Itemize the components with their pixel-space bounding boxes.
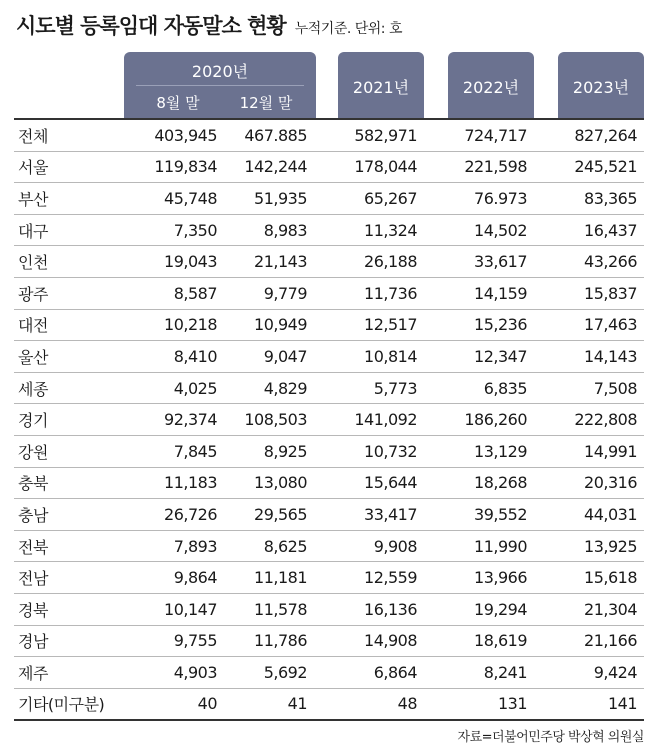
table-bottom-rule xyxy=(14,719,644,721)
table-row xyxy=(14,341,644,373)
value-cell-y2021: 65,267 xyxy=(314,183,424,215)
table-title xyxy=(16,10,402,40)
value-cell-aug2020: 7,893 xyxy=(120,530,224,562)
value-cell-y2023: 14,991 xyxy=(534,435,644,467)
region-cell: 부산 xyxy=(14,183,120,215)
value-cell-y2023: 15,837 xyxy=(534,277,644,309)
value-cell-dec2020: 5,692 xyxy=(224,657,314,689)
value-cell-y2022: 6,835 xyxy=(424,372,534,404)
table-row xyxy=(14,214,644,246)
header-aug-label: 8월 말 xyxy=(156,94,200,112)
value-cell-y2022: 18,619 xyxy=(424,625,534,657)
value-cell-y2021: 10,732 xyxy=(314,435,424,467)
region-cell: 대전 xyxy=(14,309,120,341)
value-cell-y2023: 17,463 xyxy=(534,309,644,341)
region-cell: 경기 xyxy=(14,404,120,436)
region-cell: 광주 xyxy=(14,277,120,309)
table-row xyxy=(14,688,644,719)
region-cell: 경북 xyxy=(14,593,120,625)
value-cell-y2021: 48 xyxy=(397,694,417,714)
table-row xyxy=(14,120,644,151)
value-cell-y2022: 14,502 xyxy=(424,214,534,246)
table-row xyxy=(14,309,644,341)
table-row xyxy=(14,467,644,499)
value-cell-y2023: 15,618 xyxy=(534,562,644,594)
value-cell-aug2020: 4,025 xyxy=(120,372,224,404)
value-cell-y2023: 44,031 xyxy=(534,499,644,531)
table-row xyxy=(14,562,644,594)
header-2023 xyxy=(558,52,644,118)
value-cell-y2023: 7,508 xyxy=(534,372,644,404)
region-cell: 세종 xyxy=(14,372,120,404)
value-cell-y2023: 21,304 xyxy=(534,593,644,625)
value-cell-dec2020: 108,503 xyxy=(224,404,314,436)
value-cell-y2021: 15,644 xyxy=(314,467,424,499)
value-cell-y2023: 141 xyxy=(607,694,637,714)
value-cell-y2022: 724,717 xyxy=(424,120,534,151)
value-cell-dec2020: 142,244 xyxy=(224,151,314,183)
region-cell: 경남 xyxy=(14,625,120,657)
value-cell-y2021: 16,136 xyxy=(314,593,424,625)
value-cell-y2023: 13,925 xyxy=(534,530,644,562)
table-row xyxy=(14,657,644,689)
value-cell-dec2020: 9,779 xyxy=(224,277,314,309)
value-cell-y2022: 13,966 xyxy=(424,562,534,594)
value-cell-y2021: 5,773 xyxy=(314,372,424,404)
value-cell-y2022: 76.973 xyxy=(424,183,534,215)
value-cell-y2023: 245,521 xyxy=(534,151,644,183)
value-cell-aug2020: 7,350 xyxy=(120,214,224,246)
value-cell-y2022: 12,347 xyxy=(424,341,534,373)
table-row xyxy=(14,404,644,436)
region-cell: 서울 xyxy=(14,151,120,183)
value-cell-y2021: 12,517 xyxy=(314,309,424,341)
region-cell: 제주 xyxy=(14,657,120,689)
region-cell: 충남 xyxy=(14,499,120,531)
value-cell-dec2020: 467.885 xyxy=(224,120,314,151)
header-2021 xyxy=(338,52,424,118)
value-cell-y2023: 827,264 xyxy=(534,120,644,151)
value-cell-y2022: 221,598 xyxy=(424,151,534,183)
value-cell-dec2020: 11,786 xyxy=(224,625,314,657)
value-cell-y2021: 141,092 xyxy=(314,404,424,436)
value-cell-aug2020: 11,183 xyxy=(120,467,224,499)
header-2020-group xyxy=(124,52,316,118)
value-cell-y2021: 9,908 xyxy=(314,530,424,562)
region-cell: 전체 xyxy=(14,120,120,151)
table-row xyxy=(14,246,644,278)
header-2020-divider xyxy=(136,85,304,86)
table-row xyxy=(14,593,644,625)
table-row xyxy=(14,151,644,183)
value-cell-aug2020: 19,043 xyxy=(120,246,224,278)
value-cell-y2021: 582,971 xyxy=(314,120,424,151)
value-cell-y2021: 26,188 xyxy=(314,246,424,278)
value-cell-aug2020: 9,755 xyxy=(120,625,224,657)
value-cell-y2022: 15,236 xyxy=(424,309,534,341)
value-cell-y2021: 11,736 xyxy=(314,277,424,309)
value-cell-aug2020: 45,748 xyxy=(120,183,224,215)
table-row xyxy=(14,277,644,309)
region-cell: 대구 xyxy=(14,214,120,246)
value-cell-dec2020: 11,578 xyxy=(224,593,314,625)
value-cell-y2021: 178,044 xyxy=(314,151,424,183)
region-cell: 강원 xyxy=(14,435,120,467)
value-cell-aug2020: 10,218 xyxy=(120,309,224,341)
value-cell-y2023: 222,808 xyxy=(534,404,644,436)
value-cell-dec2020: 8,925 xyxy=(224,435,314,467)
value-cell-dec2020: 8,625 xyxy=(224,530,314,562)
header-dec-label: 12월 말 xyxy=(239,94,293,112)
value-cell-dec2020: 29,565 xyxy=(224,499,314,531)
value-cell-y2022: 19,294 xyxy=(424,593,534,625)
value-cell-aug2020: 7,845 xyxy=(120,435,224,467)
value-cell-dec2020: 8,983 xyxy=(224,214,314,246)
value-cell-y2023: 16,437 xyxy=(534,214,644,246)
region-cell: 기타(미구분) xyxy=(18,695,105,715)
value-cell-aug2020: 10,147 xyxy=(120,593,224,625)
header-2020-label: 2020년 xyxy=(191,62,249,81)
value-cell-aug2020: 9,864 xyxy=(120,562,224,594)
region-cell: 울산 xyxy=(14,341,120,373)
value-cell-aug2020: 403,945 xyxy=(120,120,224,151)
table-row xyxy=(14,499,644,531)
header-2021-label: 2021년 xyxy=(352,78,410,97)
region-cell: 전남 xyxy=(14,562,120,594)
source-note: 자료=더불어민주당 박상혁 의원실 xyxy=(457,730,644,745)
value-cell-dec2020: 21,143 xyxy=(224,246,314,278)
value-cell-aug2020: 26,726 xyxy=(120,499,224,531)
value-cell-dec2020: 41 xyxy=(287,694,307,714)
table-row xyxy=(14,372,644,404)
value-cell-y2023: 83,365 xyxy=(534,183,644,215)
value-cell-aug2020: 119,834 xyxy=(120,151,224,183)
title-main: 시도별 등록임대 자동말소 현황 xyxy=(16,14,286,38)
title-unit: 누적기준. 단위: 호 xyxy=(294,21,402,37)
value-cell-y2021: 10,814 xyxy=(314,341,424,373)
header-2022 xyxy=(448,52,534,118)
region-cell: 인천 xyxy=(14,246,120,278)
region-cell: 충북 xyxy=(14,467,120,499)
value-cell-y2022: 33,617 xyxy=(424,246,534,278)
value-cell-dec2020: 13,080 xyxy=(224,467,314,499)
value-cell-y2021: 12,559 xyxy=(314,562,424,594)
value-cell-dec2020: 10,949 xyxy=(224,309,314,341)
header-2023-label: 2023년 xyxy=(572,78,630,97)
value-cell-y2022: 13,129 xyxy=(424,435,534,467)
data-table xyxy=(14,120,644,719)
table-row xyxy=(14,530,644,562)
value-cell-y2022: 18,268 xyxy=(424,467,534,499)
value-cell-y2022: 14,159 xyxy=(424,277,534,309)
value-cell-y2023: 9,424 xyxy=(534,657,644,689)
value-cell-y2023: 14,143 xyxy=(534,341,644,373)
table-row xyxy=(14,435,644,467)
value-cell-y2022: 131 xyxy=(497,694,527,714)
value-cell-dec2020: 4,829 xyxy=(224,372,314,404)
value-cell-dec2020: 9,047 xyxy=(224,341,314,373)
value-cell-y2022: 186,260 xyxy=(424,404,534,436)
value-cell-aug2020: 4,903 xyxy=(120,657,224,689)
value-cell-aug2020: 92,374 xyxy=(120,404,224,436)
value-cell-y2023: 20,316 xyxy=(534,467,644,499)
value-cell-y2021: 6,864 xyxy=(314,657,424,689)
value-cell-y2021: 11,324 xyxy=(314,214,424,246)
value-cell-y2023: 43,266 xyxy=(534,246,644,278)
value-cell-y2023: 21,166 xyxy=(534,625,644,657)
value-cell-y2021: 14,908 xyxy=(314,625,424,657)
value-cell-aug2020: 8,587 xyxy=(120,277,224,309)
value-cell-dec2020: 11,181 xyxy=(224,562,314,594)
header-2022-label: 2022년 xyxy=(462,78,520,97)
table-body xyxy=(14,120,644,719)
value-cell-dec2020: 51,935 xyxy=(224,183,314,215)
table-row xyxy=(14,183,644,215)
table-row xyxy=(14,625,644,657)
value-cell-y2022: 39,552 xyxy=(424,499,534,531)
value-cell-aug2020: 8,410 xyxy=(120,341,224,373)
region-cell: 전북 xyxy=(14,530,120,562)
value-cell-y2022: 11,990 xyxy=(424,530,534,562)
value-cell-aug2020: 40 xyxy=(197,694,217,714)
value-cell-y2021: 33,417 xyxy=(314,499,424,531)
value-cell-y2022: 8,241 xyxy=(424,657,534,689)
